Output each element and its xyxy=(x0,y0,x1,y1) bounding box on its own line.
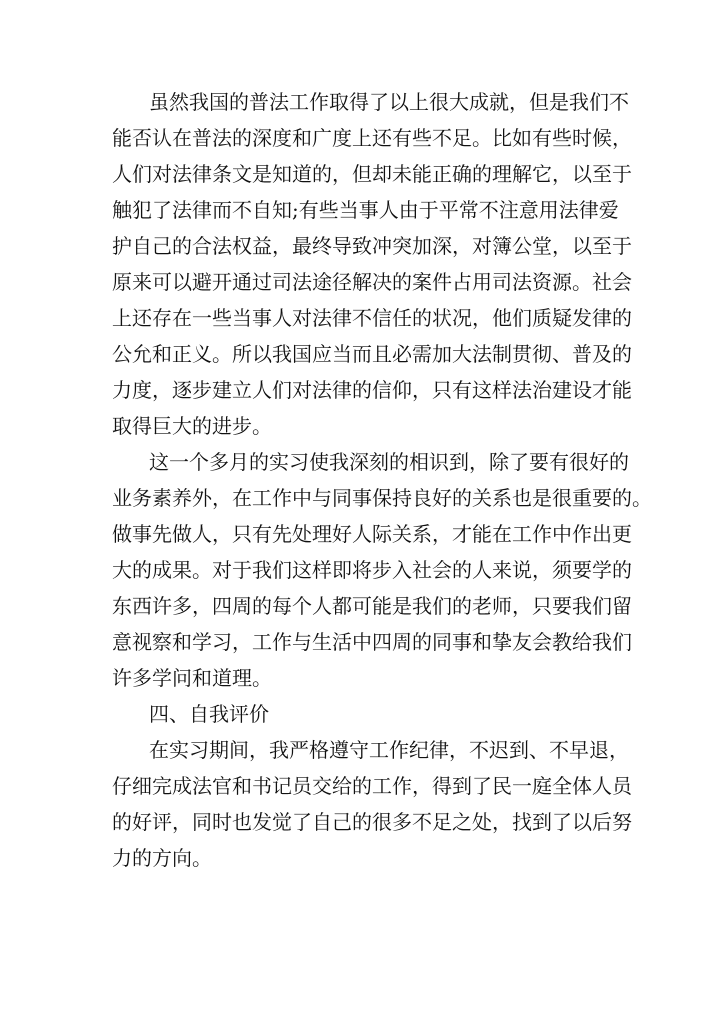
paragraph-line: 取得巨大的进步。 xyxy=(112,414,272,438)
paragraph-line: 大 的 成 果 。 对 于 我 们 这 样 即 将 步 入 社 会 的 人 来 说 ， 须 要 学 的 xyxy=(112,558,632,582)
paragraph-line: 力 度 ， 逐 步 建 立 人 们 对 法 律 的 信 仰 ， 只 有 这 样 法 治 建 设 才 能 xyxy=(112,378,632,402)
paragraph-line: 公 允 和 正 义 。 所 以 我 国 应 当 而 且 必 需 加 大 法 制 贯 彻 、 普 及 的 xyxy=(112,342,632,366)
paragraph xyxy=(112,444,652,696)
paragraph-line: 在 实 习 期 间 ， 我 严 格 遵 守 工 作 纪 律 ， 不 迟 到 、 不 早 退 ， xyxy=(149,738,629,762)
paragraph-line: 意 视 察 和 学 习 ， 工 作 与 生 活 中 四 周 的 同 事 和 挚 友 会 教 给 我 们 xyxy=(112,630,632,654)
paragraph-line: 护 自 己 的 合 法 权 益 ， 最 终 导 致 冲 突 加 深 ， 对 簿 公 堂 ， 以 至 于 xyxy=(112,234,632,258)
paragraph-line: 这 一 个 多 月 的 实 习 使 我 深 刻 的 相 识 到 ， 除 了 要 有 很 好 的 xyxy=(149,450,629,474)
paragraph-line: 许多学问和道理。 xyxy=(112,666,272,690)
paragraph-line: 东 西 许 多 ， 四 周 的 每 个 人 都 可 能 是 我 们 的 老 师 ， 只 要 我 们 留 xyxy=(112,594,632,618)
paragraph-line: 仔 细 完 成 法 官 和 书 记 员 交 给 的 工 作 ， 得 到 了 民 一 庭 全 体 人 员 xyxy=(112,774,632,798)
document-body xyxy=(112,84,652,876)
paragraph-line: 力的方向。 xyxy=(112,846,212,870)
paragraph-line: 能 否 认 在 普 法 的 深 度 和 广 度 上 还 有 些 不 足 。 比 如 有 些 时 候 ， xyxy=(112,126,632,150)
paragraph-line: 原 来 可 以 避 开 通 过 司 法 途 径 解 决 的 案 件 占 用 司 法 资 源 。 社 会 xyxy=(112,270,632,294)
paragraph xyxy=(112,84,632,444)
paragraph-line: 人 们 对 法 律 条 文 是 知 道 的 ， 但 却 未 能 正 确 的 理 解 它 ， 以 至 于 xyxy=(112,162,632,186)
paragraph-line: 业 务 素 养 外 ， 在 工 作 中 与 同 事 保 持 良 好 的 关 系 也 是 很 重 要 的 。 xyxy=(112,486,652,510)
paragraph-line: 虽 然 我 国 的 普 法 工 作 取 得 了 以 上 很 大 成 就 ， 但 是 我 们 不 xyxy=(149,90,629,114)
paragraph xyxy=(112,732,632,876)
paragraph-line: 的 好 评 ， 同 时 也 发 觉 了 自 己 的 很 多 不 足 之 处 ， 找 到 了 以 后 努 xyxy=(112,810,632,834)
paragraph-line: 触 犯 了 法 律 而 不 自 知 ; 有 些 当 事 人 由 于 平 常 不 注 意 用 法 律 爱 xyxy=(112,198,619,222)
section-heading: 四、自我评价 xyxy=(149,702,269,726)
paragraph-line: 做 事 先 做 人 ， 只 有 先 处 理 好 人 际 关 系 ， 才 能 在 工 作 中 作 出 更 xyxy=(112,522,632,546)
paragraph-line: 上 还 存 在 一 些 当 事 人 对 法 律 不 信 任 的 状 况 ， 他 们 质 疑 发 律 的 xyxy=(112,306,632,330)
